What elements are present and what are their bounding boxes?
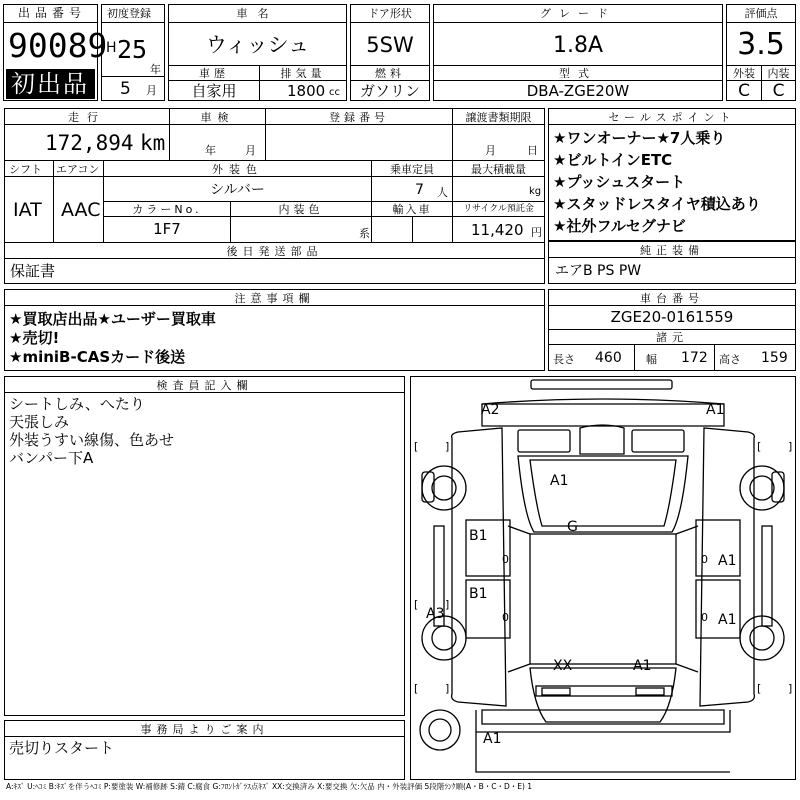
- lot-number: 90089: [8, 26, 108, 65]
- fuel-value: ガソリン: [359, 82, 420, 100]
- inspector-label: 検査員記入欄: [156, 379, 253, 392]
- length-value: 460: [595, 350, 622, 366]
- fuel-label: 燃料: [375, 67, 405, 80]
- legend-text: A:ｷｽﾞ U:ﾍｺﾐ B:ｷｽﾞを伴うﾍｺﾐ P:要塗装 W:補修跡 S:錆 C:腐食 G:ﾌﾛﾝﾄｶﾞﾗｽ点ｷｽﾞ XX:交換済み X:要交換 欠:欠品 内・外装評価 5段階ﾗﾝｸ順(A・B・C・D・E) 1: [6, 782, 533, 791]
- color-no-value: 1F7: [153, 220, 181, 238]
- aircon-label: エアコン: [56, 163, 100, 176]
- shift-value: IAT: [13, 199, 42, 221]
- door-handle-mark: 0: [502, 611, 509, 624]
- damage-mark: A1: [718, 553, 737, 569]
- first-listing-text: 初出品: [11, 70, 89, 98]
- interior-color-unit: 系: [359, 227, 370, 240]
- door-handle-mark: 0: [502, 553, 509, 566]
- load-label: 最大積載量: [471, 163, 526, 176]
- damage-mark: B1: [469, 528, 488, 544]
- later-parts-value: 保証書: [10, 262, 56, 280]
- reg-era: H: [106, 40, 117, 56]
- office-label: 事務局よりご案内: [140, 723, 269, 736]
- color-no-label: カラーNo.: [132, 203, 202, 216]
- displacement-label: 排気量: [280, 67, 326, 80]
- grade-label: グレード: [540, 7, 616, 20]
- note-line: ★買取店出品★ユーザー買取車: [9, 310, 216, 328]
- registration-box: [101, 4, 165, 101]
- door-handle-mark: 0: [701, 611, 708, 624]
- recycle-label: リサイクル預託金: [463, 204, 534, 214]
- height-label: 高さ: [719, 353, 741, 366]
- damage-mark: G: [567, 519, 578, 535]
- chassis-value: ZGE20-0161559: [610, 308, 734, 326]
- interior-grade: C: [772, 81, 785, 101]
- damage-mark: XX: [553, 658, 573, 674]
- score-value: 3.5: [737, 27, 785, 62]
- grade-box: [433, 4, 723, 101]
- door-box: [350, 4, 430, 101]
- capacity-label: 乗車定員: [390, 163, 434, 176]
- exterior-label: 外装: [733, 67, 755, 80]
- reg-label: 初度登録: [107, 7, 151, 20]
- damage-mark: A2: [481, 402, 500, 418]
- car-name-label: 車名: [236, 7, 279, 20]
- transfer-day-unit: 日: [527, 144, 538, 157]
- chassis-box: [548, 289, 796, 371]
- mileage-label: 走行: [68, 111, 106, 124]
- reg-month: 5: [120, 79, 131, 99]
- damage-mark: A1: [718, 612, 737, 628]
- width-label: 幅: [646, 353, 657, 366]
- bracket-mark: ]: [788, 440, 793, 453]
- mileage-unit: km: [140, 131, 166, 155]
- inspection-year-unit: 年: [205, 144, 216, 157]
- reg-year-unit: 年: [150, 63, 161, 76]
- height-value: 159: [761, 350, 788, 366]
- equipment-label: 純正装備: [640, 244, 704, 257]
- notes-box: [4, 289, 545, 371]
- sales-point-item: ★ワンオーナー★7人乗り: [553, 129, 726, 147]
- bracket-mark: [: [414, 598, 419, 611]
- capacity-value: 7: [415, 182, 424, 198]
- note-line: ★miniB-CASカード後送: [9, 348, 186, 366]
- door-handle-mark: 0: [701, 553, 708, 566]
- grade-value: 1.8A: [552, 33, 604, 58]
- shift-label: シフト: [9, 163, 42, 176]
- bracket-mark: ]: [788, 682, 793, 695]
- bracket-mark: [: [757, 682, 762, 695]
- score-box: [726, 4, 796, 101]
- inspector-line: 外装うすい線傷、色あせ: [9, 431, 175, 449]
- interior-label: 内装: [767, 67, 790, 80]
- history-label: 車歴: [199, 67, 229, 80]
- aircon-value: AAC: [61, 199, 101, 221]
- import-label: 輸入車: [392, 203, 432, 216]
- recycle-value: 11,420: [471, 221, 524, 239]
- sales-points-box: [548, 108, 796, 241]
- reg-month-unit: 月: [146, 84, 157, 97]
- model-value: DBA-ZGE20W: [526, 82, 630, 100]
- notes-label: 注意事項欄: [234, 292, 315, 305]
- color-value: シルバー: [210, 182, 265, 198]
- bracket-mark: ]: [445, 682, 450, 695]
- inspector-line: 天張しみ: [9, 413, 70, 431]
- load-unit: kg: [529, 186, 542, 197]
- transfer-month-unit: 月: [485, 144, 496, 157]
- carname-box: [168, 4, 347, 101]
- later-parts-label: 後日発送部品: [226, 245, 323, 258]
- damage-mark: A1: [633, 658, 652, 674]
- sales-point-item: ★ビルトインETC: [553, 151, 673, 169]
- length-label: 長さ: [553, 353, 575, 366]
- registration-label: 登録番号: [329, 111, 389, 124]
- equipment-value: エアB PS PW: [555, 263, 642, 279]
- bracket-mark: ]: [445, 598, 450, 611]
- exterior-grade: C: [738, 81, 750, 101]
- color-label: 外装色: [212, 163, 263, 176]
- lot-label: 出品番号: [18, 6, 87, 20]
- inspector-line: シートしみ、へたり: [9, 395, 145, 413]
- equipment-box: [548, 241, 796, 284]
- history-value: 自家用: [191, 82, 237, 100]
- inspection-label: 車検: [200, 111, 235, 124]
- first-listing-badge: [6, 69, 95, 99]
- width-value: 172: [681, 350, 708, 366]
- lot-box: [3, 4, 108, 101]
- reg-year: 25: [117, 35, 148, 64]
- damage-mark: A3: [426, 606, 445, 622]
- bracket-mark: ]: [445, 440, 450, 453]
- sales-points-label: セールスポイント: [608, 111, 736, 124]
- office-box: [4, 720, 405, 780]
- sales-point-item: ★社外フルセグナビ: [553, 217, 686, 235]
- sales-point-item: ★スタッドレスタイヤ積込あり: [553, 195, 761, 213]
- inspector-box: [4, 376, 405, 716]
- chassis-label: 車台番号: [640, 292, 704, 305]
- bracket-mark: [: [414, 682, 419, 695]
- model-label: 型式: [559, 67, 597, 80]
- office-value: 売切りスタート: [9, 739, 115, 757]
- inspection-month-unit: 月: [245, 144, 256, 157]
- damage-mark: A1: [550, 473, 569, 489]
- damage-mark: A1: [706, 402, 725, 418]
- displacement-unit: cc: [329, 87, 340, 98]
- car-name: ウィッシュ: [205, 33, 310, 57]
- inspector-line: バンパー下A: [9, 449, 94, 467]
- displacement-value: 1800: [287, 82, 326, 100]
- bracket-mark: [: [414, 440, 419, 453]
- damage-mark: B1: [469, 586, 488, 602]
- details-box: [4, 108, 545, 284]
- spec-label: 諸元: [656, 331, 688, 344]
- mileage-value: 172,894: [45, 131, 134, 155]
- capacity-unit: 人: [437, 186, 448, 199]
- interior-color-label: 内装色: [278, 203, 324, 216]
- door-value: 5SW: [366, 33, 414, 57]
- score-label: 評価点: [744, 7, 778, 20]
- door-label: ドア形状: [368, 7, 412, 20]
- car-diagram: [410, 376, 796, 780]
- note-line: ★売切!: [9, 329, 60, 347]
- bracket-mark: [: [757, 440, 762, 453]
- car-outline-svg: [410, 376, 796, 780]
- damage-mark: A1: [483, 731, 502, 747]
- transfer-label: 譲渡書類期限: [465, 111, 532, 124]
- recycle-unit: 円: [531, 226, 542, 239]
- sales-point-item: ★プッシュスタート: [553, 173, 686, 191]
